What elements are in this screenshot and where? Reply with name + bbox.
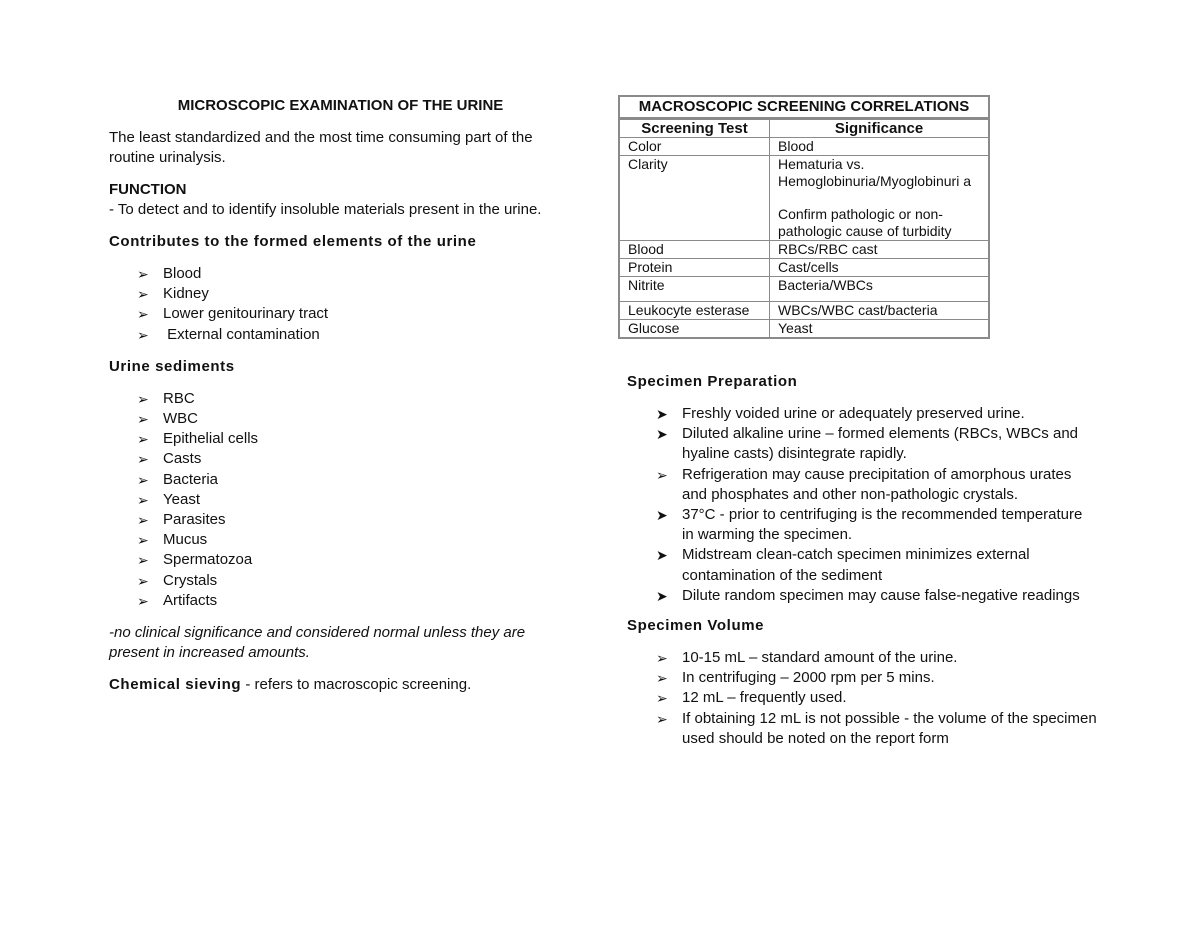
list-item: ➢ 10-15 mL – standard amount of the urine. <box>618 648 1098 668</box>
sediments-heading: Urine sediments <box>109 357 235 375</box>
table-row: Protein Cast/cells <box>619 259 989 277</box>
table-row: Leukocyte esterase WBCs/WBC cast/bacteria <box>619 302 989 320</box>
list-item: ➢ Epithelial cells <box>109 429 569 449</box>
arrow-bullet-icon: ➤ <box>656 587 668 604</box>
list-item: ➤ Midstream clean-catch specimen minimizes external contamination of the sediment <box>656 546 1030 584</box>
list-item: ➢ Artifacts <box>109 591 569 611</box>
table-row: Glucose Yeast <box>619 320 989 339</box>
arrow-bullet-icon: ➢ <box>137 491 149 508</box>
table-row: Blood RBCs/RBC cast <box>619 241 989 259</box>
list-item: ➢ Kidney <box>109 284 569 304</box>
arrow-bullet-icon: ➢ <box>137 306 149 323</box>
arrow-bullet-icon: ➤ <box>656 547 668 564</box>
list-item: ➢ Bacteria <box>109 470 569 490</box>
arrow-bullet-icon: ➤ <box>656 426 668 443</box>
screening-table <box>618 95 990 339</box>
list-item: ➢ Casts <box>109 449 569 469</box>
formed-elements-list <box>109 264 569 345</box>
arrow-bullet-icon: ➢ <box>656 710 668 727</box>
specimen-volume-list <box>618 648 1098 749</box>
list-item: ➤ 37°C - prior to centrifuging is the recommended temperature in warming the specimen. <box>656 506 1083 544</box>
specimen-preparation-heading: Specimen Preparation <box>627 373 798 390</box>
arrow-bullet-icon: ➢ <box>137 326 149 343</box>
arrow-bullet-icon: ➢ <box>137 512 149 529</box>
list-item: ➢ In centrifuging – 2000 rpm per 5 mins. <box>618 668 1098 688</box>
list-item: ➢ WBC <box>109 409 569 429</box>
arrow-bullet-icon: ➢ <box>137 266 149 282</box>
list-item: ➤ Freshly voided urine or adequately preserved urine. <box>618 404 1098 424</box>
arrow-bullet-icon: ➤ <box>656 507 668 524</box>
chemical-sieving-text: - refers to macroscopic screening. <box>241 676 472 694</box>
arrow-bullet-icon: ➢ <box>656 466 668 483</box>
arrow-bullet-icon: ➢ <box>137 572 149 589</box>
table-row: Color Blood <box>619 138 989 156</box>
list-item: ➢ RBC <box>109 389 569 409</box>
arrow-bullet-icon: ➢ <box>137 471 149 488</box>
arrow-bullet-icon: ➢ <box>656 650 668 667</box>
column-header-significance: Significance <box>770 119 990 138</box>
specimen-preparation-list <box>618 404 1098 606</box>
clinical-note: -no clinical significance and considered normal unless they are present in increased amounts. <box>109 624 526 662</box>
arrow-bullet-icon: ➢ <box>137 532 149 549</box>
right-column <box>618 95 1098 749</box>
arrow-bullet-icon: ➢ <box>137 451 149 468</box>
list-item: ➢ Spermatozoa <box>109 550 569 570</box>
arrow-bullet-icon: ➢ <box>137 286 149 303</box>
arrow-bullet-icon: ➢ <box>137 592 149 609</box>
arrow-bullet-icon: ➢ <box>656 690 668 707</box>
intro-text: The least standardized and the most time consuming part of the routine urinalysis. <box>109 129 533 166</box>
function-heading: FUNCTION <box>109 181 187 198</box>
list-item: ➢ Parasites <box>109 510 569 530</box>
arrow-bullet-icon: ➢ <box>137 390 149 407</box>
list-item: ➢ 12 mL – frequently used. <box>618 688 1098 708</box>
list-item: ➤ Diluted alkaline urine – formed elements (RBCs, WBCs and hyaline casts) disintegrate rapidly. <box>656 425 1078 463</box>
list-item: ➢ Blood <box>109 264 569 284</box>
table-row: Clarity Hematuria vs. Hemoglobinuria/Myoglobinuri a Confirm pathologic or non-pathologic cause of turbidity <box>619 156 989 241</box>
list-item: ➢ If obtaining 12 mL is not possible - the volume of the specimen used should be noted on the report form <box>656 709 1097 747</box>
arrow-bullet-icon: ➤ <box>656 406 668 422</box>
list-item: ➢ Lower genitourinary tract <box>109 304 569 324</box>
list-item: ➢ Crystals <box>109 571 569 591</box>
chemical-sieving-line <box>109 675 569 695</box>
table-row: Nitrite Bacteria/WBCs <box>619 277 989 302</box>
left-column <box>109 96 569 695</box>
list-item: ➢ Yeast <box>109 490 569 510</box>
list-item: ➢ Refrigeration may cause precipitation of amorphous urates and phosphates and other non-pathologic crystals. <box>656 465 1072 503</box>
column-header-test: Screening Test <box>619 119 770 138</box>
list-item: ➤ Dilute random specimen may cause false-negative readings <box>618 586 1098 606</box>
sediments-list <box>109 389 569 611</box>
arrow-bullet-icon: ➢ <box>137 431 149 448</box>
list-item: ➢ Mucus <box>109 530 569 550</box>
list-item: ➢ External contamination <box>109 325 569 345</box>
arrow-bullet-icon: ➢ <box>656 670 668 687</box>
chemical-sieving-term: Chemical sieving <box>109 676 242 694</box>
specimen-volume-heading: Specimen Volume <box>627 617 765 635</box>
arrow-bullet-icon: ➢ <box>137 552 149 569</box>
function-text: - To detect and to identify insoluble materials present in the urine. <box>109 201 542 218</box>
table-title: MACROSCOPIC SCREENING CORRELATIONS <box>619 96 989 119</box>
formed-elements-heading: Contributes to the formed elements of the urine <box>109 233 477 250</box>
arrow-bullet-icon: ➢ <box>137 411 149 428</box>
page-title: MICROSCOPIC EXAMINATION OF THE URINE <box>177 97 504 114</box>
